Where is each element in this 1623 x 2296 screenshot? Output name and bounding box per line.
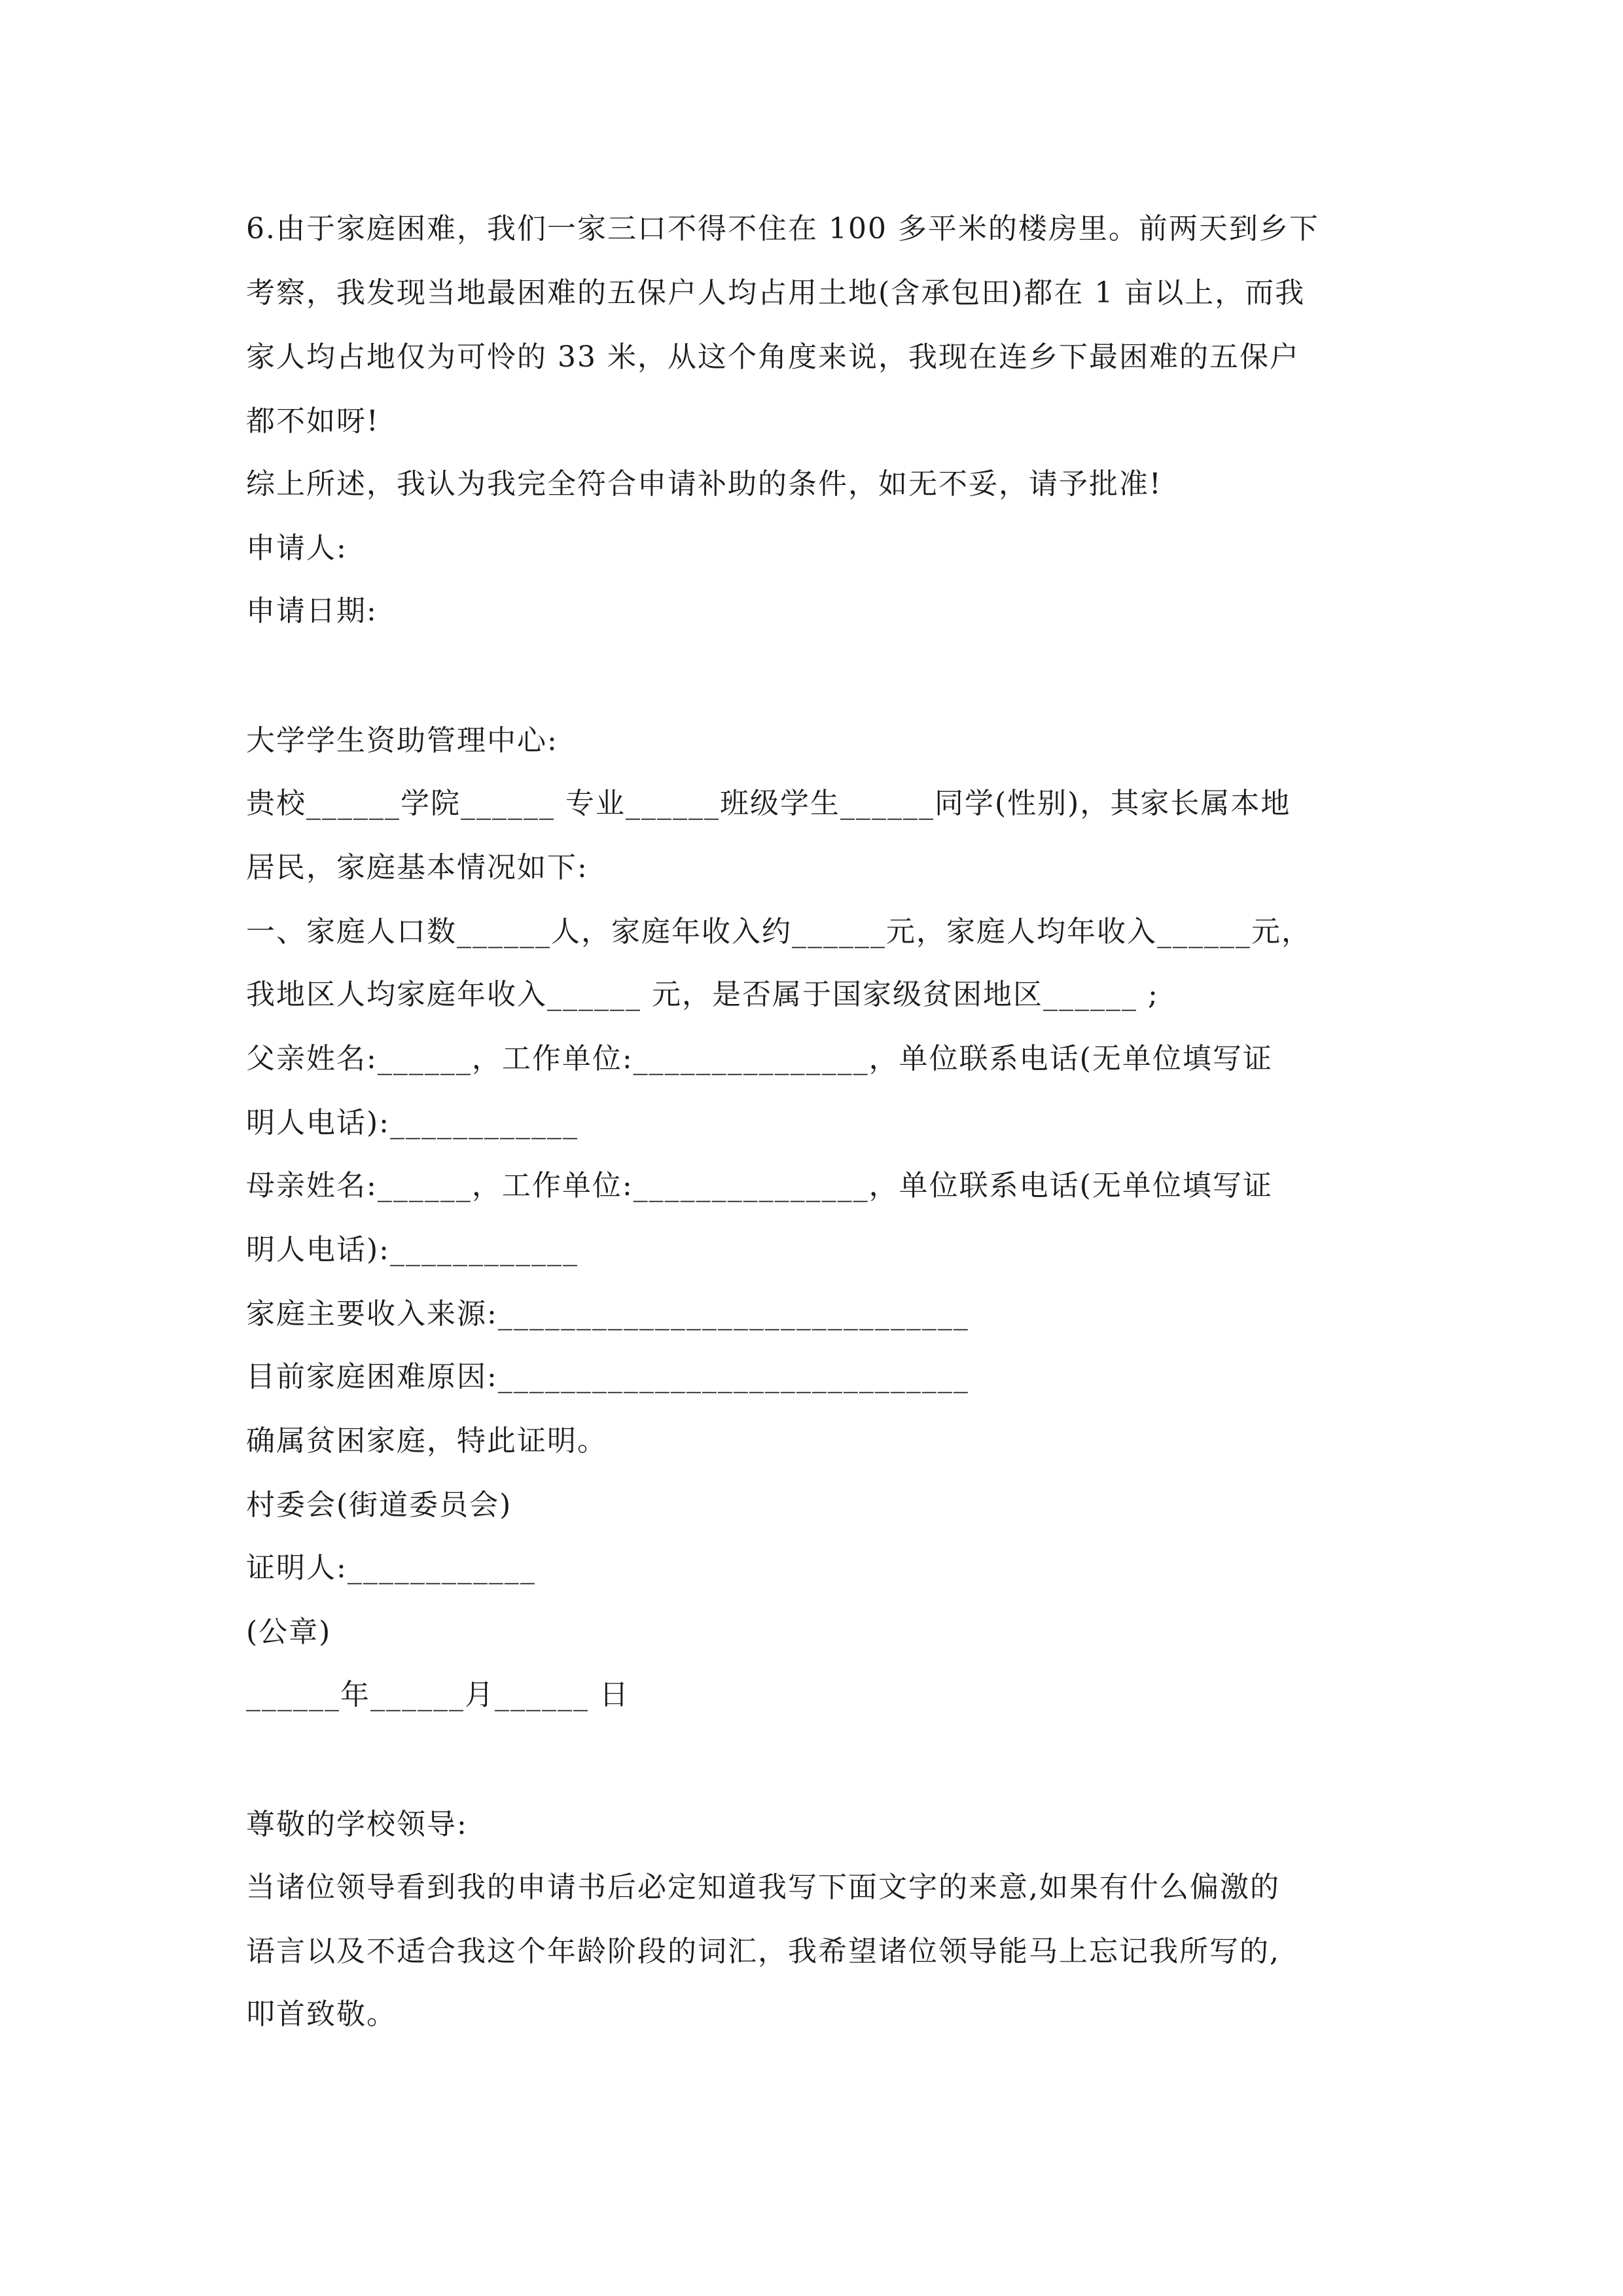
certificate-line-2: 居民，家庭基本情况如下: [246, 851, 588, 884]
paragraph-6-line-3: 家人均占地仅为可怜的 33 米，从这个角度来说，我现在连乡下最困难的五保户 [246, 340, 1300, 374]
letter-body-line-2: 语言以及不适合我这个年龄阶段的词汇，我希望诸位领导能马上忘记我所写的, [246, 1935, 1280, 1968]
certificate-line-3: 一、家庭人口数______人，家庭年收入约______元，家庭人均年收入______元， [246, 915, 1311, 948]
conclusion-text: 综上所述，我认为我完全符合申请补助的条件，如无不妥，请予批准! [246, 467, 1162, 501]
certificate-line-10: 目前家庭困难原因:______________________________ [246, 1360, 969, 1393]
letter-body-line-1: 当诸位领导看到我的申请书后必定知道我写下面文字的来意,如果有什么偏激的 [246, 1871, 1280, 1904]
certificate-line-15: ______年______月______ 日 [246, 1678, 630, 1712]
certificate-line-6: 明人电话):____________ [246, 1106, 579, 1139]
certificate-line-9: 家庭主要收入来源:______________________________ [246, 1297, 969, 1331]
certificate-line-4: 我地区人均家庭年收入______ 元，是否属于国家级贫困地区______ ; [246, 978, 1159, 1011]
applicant-label: 申请人: [246, 531, 348, 565]
paragraph-6-line-2: 考察，我发现当地最困难的五保户人均占用土地(含承包田)都在 1 亩以上，而我 [246, 276, 1306, 310]
letter-body-line-3: 叩首致敬。 [246, 1998, 397, 2031]
paragraph-6-line-4: 都不如呀! [246, 404, 380, 438]
certificate-line-1: 贵校______学院______ 专业______班级学生______同学(性别)，其家长属本地 [246, 787, 1291, 820]
certificate-line-13: 证明人:____________ [246, 1551, 536, 1585]
certificate-line-5: 父亲姓名:______，工作单位:_______________，单位联系电话(无单位填写证 [246, 1042, 1273, 1075]
certificate-recipient: 大学学生资助管理中心: [246, 724, 558, 757]
certificate-line-11: 确属贫困家庭，特此证明。 [246, 1424, 607, 1458]
certificate-line-8: 明人电话):____________ [246, 1233, 579, 1266]
letter-salutation: 尊敬的学校领导: [246, 1808, 468, 1841]
certificate-line-12: 村委会(街道委员会) [246, 1488, 512, 1522]
certificate-line-7: 母亲姓名:______，工作单位:_______________，单位联系电话(无单位填写证 [246, 1169, 1273, 1202]
certificate-line-14: (公章) [246, 1615, 332, 1649]
paragraph-6-line-1: 6.由于家庭困难，我们一家三口不得不住在 100 多平米的楼房里。前两天到乡下 [246, 212, 1319, 245]
application-date-label: 申请日期: [246, 594, 378, 628]
